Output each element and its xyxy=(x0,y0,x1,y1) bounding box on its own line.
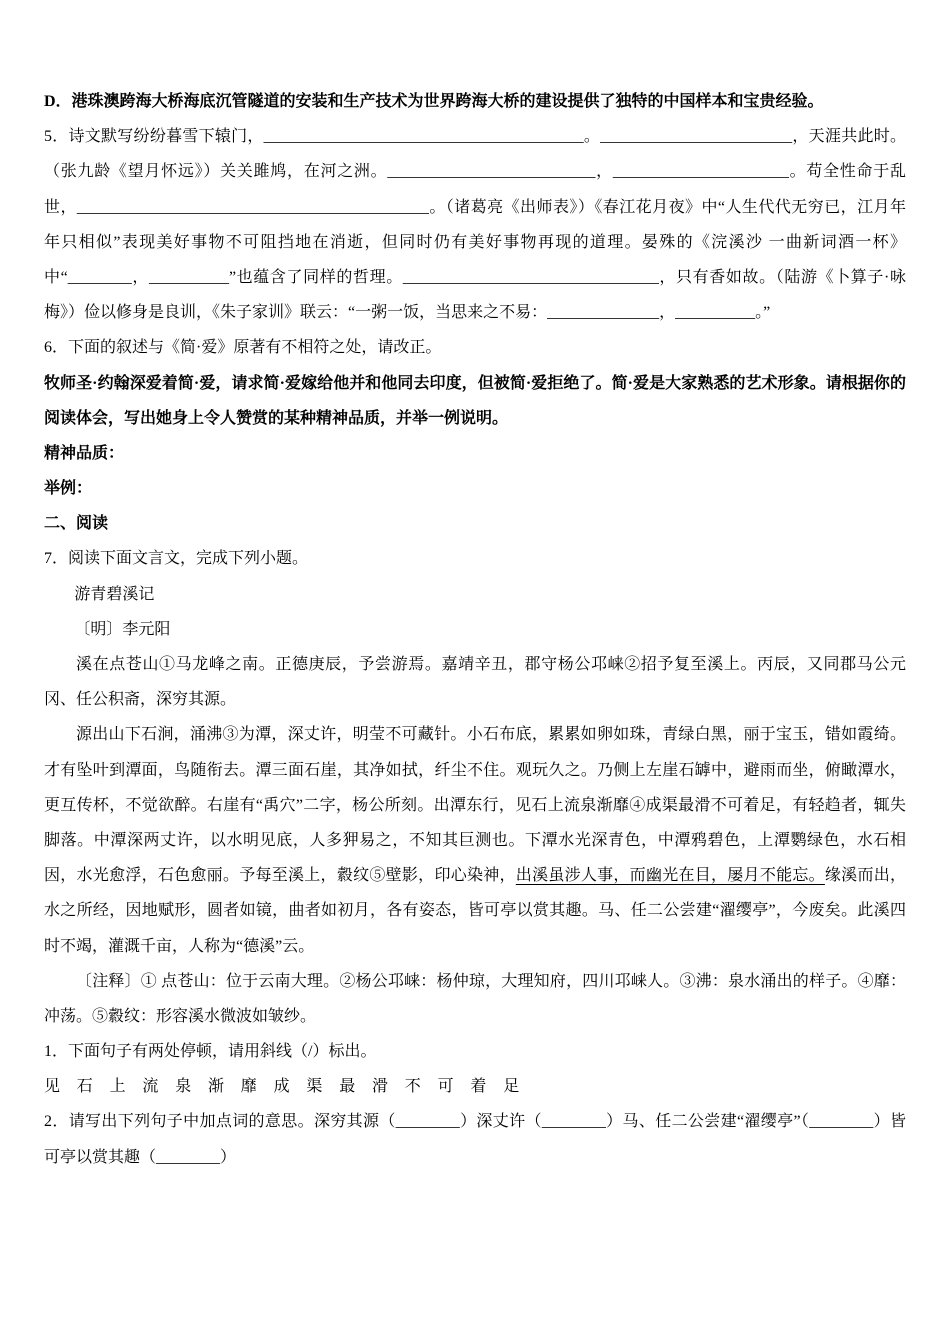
text-segment: 缘溪而出，水之所经，因地赋形，圆者如镜，曲者如初月，各有姿态，皆可亭以赏其趣。马、任二公尝建“濯缨亭”，今废矣。此溪四时不竭，灌溉千亩，人称为“德溪”云。 xyxy=(44,867,906,955)
passage-paragraph-1 xyxy=(44,647,906,717)
text-segment: 牧师圣·约翰深爱着简·爱，请求简·爱嫁给他并和他同去印度，但被简·爱拒绝了。简·爱是大家熟悉的艺术形象。请根据你的阅读体会，写出她身上令人赞赏的某种精神品质，并举一例说明。 xyxy=(44,374,906,427)
text-segment: 二、阅读 xyxy=(44,515,109,533)
sub-question-1 xyxy=(44,1034,906,1069)
label-spiritual-quality xyxy=(44,436,906,471)
question-5-dictation xyxy=(44,119,906,330)
sub-question-2 xyxy=(44,1104,906,1174)
text-segment: 5．诗文默写纷纷暮雪下辕门，________________________________________。________________________，天涯共此时。（张九龄《望月怀远》）关关雎鸠，在河之洲。__________________________，______________________。苟全性命于乱世，____________________________________________。（诸葛亮《出师表》）《春江花月夜》中“人生代代无穷已，江月年年只相似”表现美好事物不可阻挡地在消逝，但同时仍有美好事物再现的道理。晏殊的《浣溪沙 一曲新词酒一杯》中“________，__________”也蕴含了同样的哲理。________________________________，只有香如故。（陆游《卜算子·咏梅》）俭以修身是良训，《朱子家训》联云：“一粥一饭，当思来之不易：______________，__________。” xyxy=(44,128,906,322)
question-6-prompt xyxy=(44,330,906,365)
passage-paragraph-2 xyxy=(44,717,906,963)
punctuation-exercise-line xyxy=(44,1069,906,1104)
text-segment: 〔注释〕① 点苍山：位于云南大理。②杨公邛崃：杨仲琼，大理知府，四川邛崃人。③沸：泉水涌出的样子。④靡：冲荡。⑤縠纹：形容溪水微波如皱纱。 xyxy=(44,972,906,1025)
document-body xyxy=(44,84,906,1175)
text-segment: 6．下面的叙述与《简·爱》原著有不相符之处，请改正。 xyxy=(44,339,442,357)
passage-notes xyxy=(44,964,906,1034)
text-segment: 1．下面句子有两处停顿，请用斜线（/）标出。 xyxy=(44,1043,377,1061)
option-d xyxy=(44,84,906,119)
text-segment: 源出山下石涧，涌沸③为潭，深丈许，明莹不可藏针。小石布底，累累如卵如珠，青绿白黑，丽于宝玉，错如霞绮。才有坠叶到潭面，鸟随衔去。潭三面石崖，其净如拭，纤尘不住。观玩久之。乃侧上左崖石罅中，避雨而坐，俯瞰潭水，更互传杯，不觉欲醉。右崖有“禹穴”二字，杨公所刻。出潭东行，见石上流泉渐靡④成渠最滑不可着足，有轻趋者，辄失脚落。中潭深两丈许，以水明见底，人多狎易之，不知其巨测也。下潭水光深青色，中潭鸦碧色，上潭鹦绿色，水石相因，水光愈浮，石色愈丽。予每至溪上，縠纹⑤壁影，印心染神， xyxy=(44,726,906,885)
text-segment: 游青碧溪记 xyxy=(74,585,155,603)
label-example xyxy=(44,471,906,506)
text-segment: 溪在点苍山①马龙峰之南。正德庚辰，予尝游焉。嘉靖辛丑，郡守杨公邛崃②招予复至溪上。丙辰，又同郡马公元冈、任公积斋，深穷其源。 xyxy=(44,656,906,709)
text-segment: D．港珠澳跨海大桥海底沉管隧道的安装和生产技术为世界跨海大桥的建设提供了独特的中国样本和宝贵经验。 xyxy=(44,93,824,110)
text-segment: 〔明〕李元阳 xyxy=(74,620,171,638)
question-6-statement xyxy=(44,366,906,436)
passage-title xyxy=(44,577,906,612)
question-7-prompt xyxy=(44,541,906,576)
text-segment: 见 石 上 流 泉 渐 靡 成 渠 最 滑 不 可 着 足 xyxy=(44,1078,520,1096)
underlined-passage: 出溪虽涉人事，而幽光在目，屡月不能忘。 xyxy=(515,867,825,885)
passage-author xyxy=(44,612,906,647)
text-segment: 精神品质： xyxy=(44,444,125,462)
text-segment: 举例： xyxy=(44,480,93,498)
text-segment: 2．请写出下列句子中加点词的意思。深穷其源（________）深丈许（________）马、任二公尝建“濯缨亭”（________）皆可亭以赏其趣（________） xyxy=(44,1113,906,1166)
text-segment: 7．阅读下面文言文，完成下列小题。 xyxy=(44,550,309,568)
section-heading-reading xyxy=(44,506,906,541)
